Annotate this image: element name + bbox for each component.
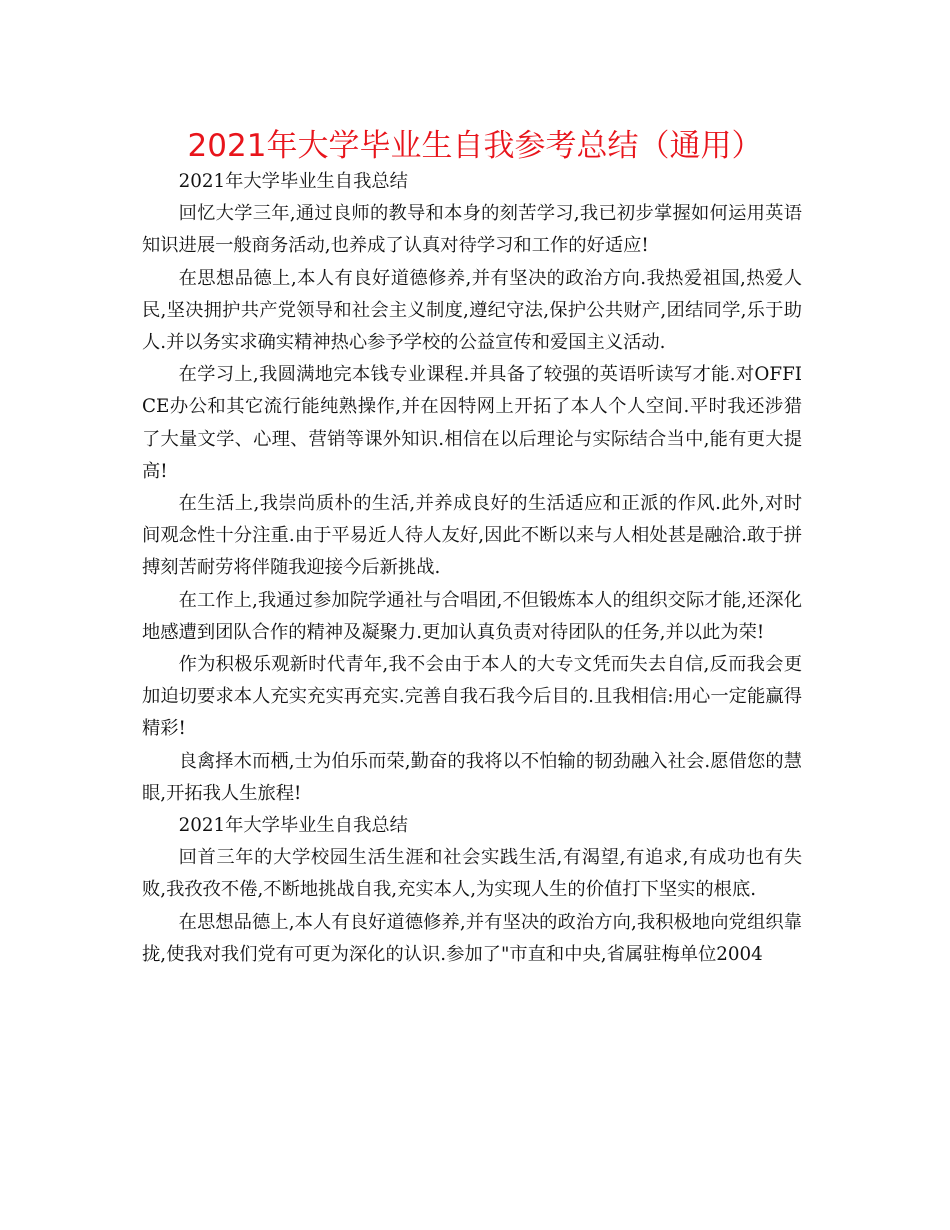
paragraph-7: 良禽择木而栖,士为伯乐而荣,勤奋的我将以不怕输的韧劲融入社会.愿借您的慧眼,开拓我人生旅程! — [142, 750, 802, 804]
section-heading-1: 2021年大学毕业生自我总结 — [178, 171, 408, 192]
paragraph-6: 作为积极乐观新时代青年,我不会由于本人的大专文凭而失去自信,反而我会更加迫切要求本人充实充实再充实.完善自我石我今后目的.且我相信:用心一定能赢得精彩! — [142, 654, 802, 740]
paragraph-2: 在思想品德上,本人有良好道德修养,并有坚决的政治方向.我热爱祖国,热爱人民,坚决拥护共产党领导和社会主义制度,遵纪守法,保护公共财产,团结同学,乐于助人.并以务实求确实精神热心参予学校的公益宣传和爱国主义活动. — [142, 267, 802, 354]
section-heading-2: 2021年大学毕业生自我总结 — [178, 815, 408, 837]
paragraph-4: 在生活上,我崇尚质朴的生活,并养成良好的生活适应和正派的作风.此外,对时间观念性十分注重.由于平易近人待人友好,因此不断以来与人相处甚是融洽.敢于拼搏刻苦耐劳将伴随我迎接今后新挑战. — [142, 493, 802, 579]
paragraph-5: 在工作上,我通过参加院学通社与合唱团,不但锻炼本人的组织交际才能,还深化地感遭到团队合作的精神及凝聚力.更加认真负责对待团队的任务,并以此为荣! — [142, 589, 802, 643]
paragraph-3: 在学习上,我圆满地完本钱专业课程.并具备了较强的英语听读写才能.对OFFICE办公和其它流行能纯熟操作,并在因特网上开拓了本人个人空间.平时我还涉猎了大量文学、心理、营销等课外知识.相信在以后理论与实际结合当中,能有更大提高! — [142, 364, 802, 482]
paragraph-9: 在思想品德上,本人有良好道德修养,并有坚决的政治方向,我积极地向党组织靠拢,使我对我们党有可更为深化的认识.参加了"市直和中央,省属驻梅单位2004 — [142, 911, 802, 965]
paragraph-1: 回忆大学三年,通过良师的教导和本身的刻苦学习,我已初步掌握如何运用英语知识进展一般商务活动,也养成了认真对待学习和工作的好适应! — [142, 203, 802, 257]
paragraph-8: 回首三年的大学校园生活生涯和社会实践生活,有渴望,有追求,有成功也有失败,我孜孜不倦,不断地挑战自我,充实本人,为实现人生的价值打下坚实的根底. — [142, 847, 802, 901]
document-body — [142, 166, 802, 971]
document-title: 2021年大学毕业生自我参考总结（通用） — [187, 128, 763, 164]
